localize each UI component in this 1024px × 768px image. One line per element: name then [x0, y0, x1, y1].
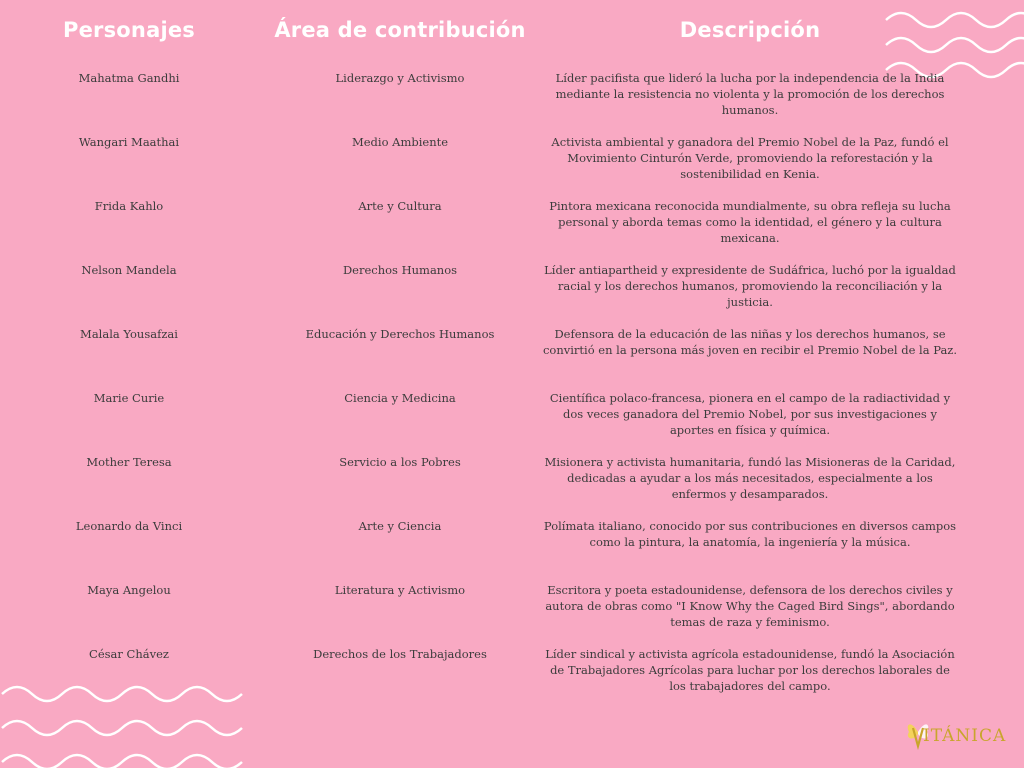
cell-personaje: Malala Yousafzai — [80, 327, 178, 341]
cell-personaje: Wangari Maathai — [78, 135, 180, 149]
cell-personaje: Leonardo da Vinci — [75, 519, 183, 533]
cell-descripcion: Líder antiapartheid y expresidente de Sudáfrica, luchó por la igualdad racial y los derechos humanos, promoviendo la reconciliación y la justicia. — [544, 263, 956, 309]
cell-descripcion: Líder pacifista que lideró la lucha por la independencia de la India mediante la resistencia no violenta y la promoción de los derechos humanos. — [555, 71, 945, 117]
cell-descripcion: Misionera y activista humanitaria, fundó las Misioneras de la Caridad, dedicadas a ayudar a los más necesitados, especialmente a los enfermos y desamparados. — [544, 455, 956, 501]
cell-personaje: Nelson Mandela — [81, 263, 177, 277]
header-area: Área de contribución — [274, 18, 526, 42]
table-row — [0, 134, 1024, 198]
table-row — [0, 326, 1024, 390]
vitanica-logo — [905, 718, 1015, 750]
cell-area: Arte y Cultura — [358, 199, 442, 213]
table-row — [0, 198, 1024, 262]
cell-descripcion: Escritora y poeta estadounidense, defensora de los derechos civiles y autora de obras como "I Know Why the Caged Bird Sings", abordando temas de raza y feminismo. — [545, 583, 955, 629]
cell-descripcion: Defensora de la educación de las niñas y los derechos humanos, se convirtió en la persona más joven en recibir el Premio Nobel de la Paz. — [542, 327, 958, 357]
cell-area: Literatura y Activismo — [334, 583, 466, 597]
table-row — [0, 454, 1024, 518]
cell-personaje: Mother Teresa — [86, 455, 172, 469]
cell-area: Medio Ambiente — [351, 135, 449, 149]
table-row — [0, 262, 1024, 326]
cell-area: Derechos de los Trabajadores — [313, 647, 487, 661]
cell-personaje: Mahatma Gandhi — [78, 71, 180, 85]
header-personajes: Personajes — [63, 18, 195, 42]
cell-area: Liderazgo y Activismo — [335, 71, 465, 85]
cell-personaje: Marie Curie — [93, 391, 165, 405]
cell-descripcion: Líder sindical y activista agrícola estadounidense, fundó la Asociación de Trabajadores Agrícolas para luchar por los derechos laborales de los trabajadores del campo. — [545, 647, 955, 693]
table-row — [0, 70, 1024, 134]
cell-area: Ciencia y Medicina — [344, 391, 456, 405]
table-row — [0, 582, 1024, 646]
header-descripcion: Descripción — [679, 18, 821, 42]
cell-area: Arte y Ciencia — [358, 519, 442, 533]
table-row — [0, 390, 1024, 454]
logo-text: ITÁNICA — [923, 726, 1007, 746]
cell-area: Servicio a los Pobres — [339, 455, 461, 469]
table-header — [0, 18, 1024, 48]
cell-personaje: Maya Angelou — [87, 583, 171, 597]
cell-area: Derechos Humanos — [342, 263, 458, 277]
cell-descripcion: Pintora mexicana reconocida mundialmente, su obra refleja su lucha personal y aborda temas como la identidad, el género y la cultura mexicana. — [549, 199, 951, 245]
cell-descripcion: Científica polaco-francesa, pionera en el campo de la radiactividad y dos veces ganadora del Premio Nobel, por sus investigaciones y aportes en física y química. — [549, 391, 951, 437]
cell-area: Educación y Derechos Humanos — [305, 327, 495, 341]
cell-personaje: César Chávez — [89, 647, 169, 661]
table-row — [0, 518, 1024, 582]
table-row — [0, 646, 1024, 710]
cell-descripcion: Activista ambiental y ganadora del Premio Nobel de la Paz, fundó el Movimiento Cinturón Verde, promoviendo la reforestación y la sostenibilidad en Kenia. — [551, 135, 949, 181]
cell-personaje: Frida Kahlo — [94, 199, 164, 213]
cell-descripcion: Polímata italiano, conocido por sus contribuciones en diversos campos como la pintura, la anatomía, la ingeniería y la música. — [543, 519, 957, 549]
